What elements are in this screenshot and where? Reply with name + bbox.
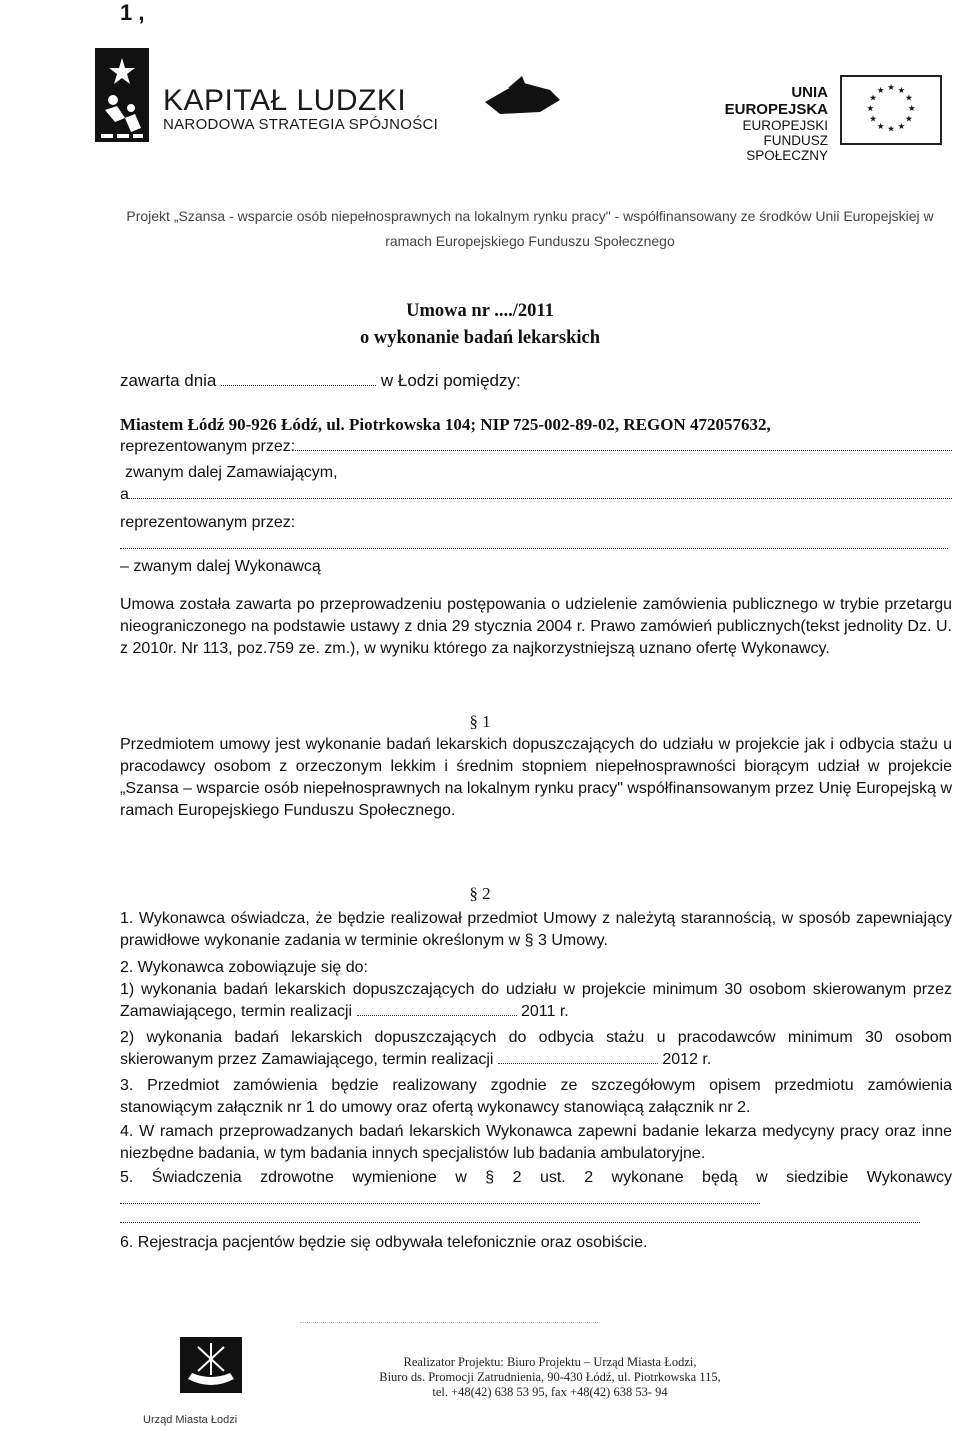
contract-subtitle: o wykonanie badań lekarskich	[359, 328, 601, 348]
section-2-point-2-1	[120, 979, 952, 1023]
kapital-ludzki-subtitle: NARODOWA STRATEGIA SPÓJNOŚCI	[163, 116, 439, 133]
svg-text:★: ★	[905, 92, 913, 103]
svg-text:★: ★	[869, 113, 877, 124]
term-blank-2[interactable]	[498, 1063, 658, 1064]
svg-text:★: ★	[866, 102, 875, 113]
seat-blank[interactable]	[120, 1203, 760, 1204]
section-2-point-1: 1. Wykonawca oświadcza, że będzie realizował przedmiot Umowy z należytą starannością, w sposób zapewniający prawidłowe wykonanie zadania w terminie określonym w § 3 Umowy.	[120, 910, 952, 949]
stray-marks: 1 ,	[120, 0, 145, 25]
contract-basis-paragraph: Umowa została zawarta po przeprowadzeniu postępowania o udzielenie zamówienia publicznego w trybie przetargu nieograniczonego na podstawie ustawy z dnia 29 stycznia 2004 r. Prawo zamówień publicznych(tekst jednolity Dz. U. z 2010r. Nr 113, poz.759 ze. zm.), w wyniku którego za najkorzystniejszą uznano ofertę Wykonawcy.	[120, 596, 952, 657]
footer-address	[320, 1355, 780, 1400]
date-label: zawarta dnia	[120, 371, 217, 390]
section-1-text: Przedmiotem umowy jest wykonanie badań lekarskich dopuszczających do udziału w projekcie jak i odbycia stażu u pracodawcy osobom z orzeczonym lekkim i średnim stopniem niepełnosprawności biorącym udział w projekcie „Szansa – wsparcie osób niepełnosprawnych na lokalnym rynku pracy" współfinansowanym przez Unię Europejską w ramach Europejskiego Funduszu Społecznego.	[120, 736, 952, 819]
eu-flag-icon	[840, 75, 942, 145]
svg-text:★: ★	[897, 120, 906, 131]
term-year-1: 2011 r.	[521, 1003, 569, 1020]
footer-line-3: tel. +48(42) 638 53 95, fax +48(42) 638 53- 94	[432, 1385, 668, 1399]
footer-line-1: Realizator Projektu: Biuro Projektu – Urząd Miasta Łodzi,	[403, 1355, 697, 1369]
eu-line-2: EUROPEJSKI	[742, 118, 828, 133]
seat-blank-2[interactable]	[120, 1222, 920, 1223]
svg-text:★: ★	[897, 85, 906, 96]
svg-text:★: ★	[887, 123, 895, 134]
eu-line-1: UNIA EUROPEJSKA	[724, 84, 828, 118]
section-2-point-4: 4. W ramach przeprowadzanych badań lekarskich Wykonawca zapewni badanie lekarza medycyny pracy oraz inne niezbędne badania, w tym badania innych specjalistów lub badania ambulatoryjne.	[120, 1123, 952, 1162]
svg-text:★: ★	[869, 92, 877, 103]
date-blank[interactable]	[221, 385, 376, 386]
representative-label-1: reprezentowanym przez:	[120, 438, 296, 455]
ordering-party-label: zwanym dalej Zamawiającym,	[125, 464, 338, 481]
svg-text:★: ★	[876, 120, 885, 131]
term-year-2: 2012 r.	[662, 1051, 712, 1068]
city-hall-caption: Urząd Miasta Łodzi	[143, 1414, 238, 1426]
svg-text:★: ★	[907, 102, 916, 113]
section-2-point-6: 6. Rejestracja pacjentów będzie się odbywała telefonicznie oraz osobiście.	[120, 1234, 648, 1251]
footer-separator	[300, 1322, 600, 1323]
kapital-ludzki-title: KAPITAŁ LUDZKI	[163, 84, 407, 117]
project-line: Projekt „Szansa - wsparcie osób niepełnosprawnych na lokalnym rynku pracy" - współfinansowany ze środków Unii Europejskiej w ramach Europejskiego Funduszu Społecznego	[126, 208, 934, 249]
region-logo	[480, 72, 565, 142]
contractor-blank[interactable]	[129, 484, 952, 499]
contractor-label: – zwanym dalej Wykonawcą	[120, 558, 321, 575]
contractor-line	[120, 484, 952, 506]
representative-blank-2[interactable]	[120, 548, 948, 549]
term-blank-1[interactable]	[357, 1015, 517, 1016]
contract-title: Umowa nr ..../2011	[406, 301, 554, 321]
svg-text:★: ★	[876, 85, 885, 96]
kapital-ludzki-logo	[95, 48, 149, 142]
eu-line-3: FUNDUSZ SPOŁECZNY	[746, 133, 828, 163]
and-label: a	[120, 486, 129, 503]
section-2-point-5-text: 5. Świadczenia zdrowotne wymienione w § 2 ust. 2 wykonane będą w siedzibie Wykonawcy	[120, 1169, 952, 1186]
svg-text:★: ★	[887, 82, 895, 93]
representative-blank-1[interactable]	[295, 436, 952, 451]
section-2-point-3: 3. Przedmiot zamówienia będzie realizowany zgodnie ze szczegółowym opisem przedmiotu zamówienia stanowiącym załącznik nr 1 do umowy oraz ofertą wykonawcy stanowiącą załącznik nr 2.	[120, 1077, 952, 1116]
section-2-point-2-2-text: 2) wykonania badań lekarskich dopuszczających do odbycia stażu u pracodawców minimum 30 osobom skierowanym przez Zamawiającego, termin realizacji	[120, 1029, 952, 1068]
representative-label-2: reprezentowanym przez:	[120, 514, 296, 531]
city-party: Miastem Łódź 90-926 Łódź, ul. Piotrkowska 104; NIP 725-002-89-02, REGON 472057632,	[120, 415, 771, 434]
city-representative-line	[120, 436, 952, 458]
eu-text-block	[686, 84, 828, 163]
city-hall-logo	[180, 1337, 242, 1393]
section-2-heading: § 2	[469, 884, 491, 903]
place-label: w Łodzi pomiędzy:	[380, 371, 521, 390]
date-line	[120, 370, 952, 392]
section-2-point-5	[120, 1167, 952, 1211]
svg-text:★: ★	[905, 113, 913, 124]
section-1-heading: § 1	[469, 712, 491, 731]
section-2-point-2-1-text: 1) wykonania badań lekarskich dopuszczających do udziału w projekcie minimum 30 osobom skierowanym przez Zamawiającego, termin realizacji	[120, 981, 952, 1020]
section-2-point-2: 2. Wykonawca zobowiązuje się do:	[120, 959, 368, 976]
footer-line-2: Biuro ds. Promocji Zatrudnienia, 90-430 Łódź, ul. Piotrkowska 115,	[379, 1370, 721, 1384]
section-2-point-2-2	[120, 1027, 952, 1071]
